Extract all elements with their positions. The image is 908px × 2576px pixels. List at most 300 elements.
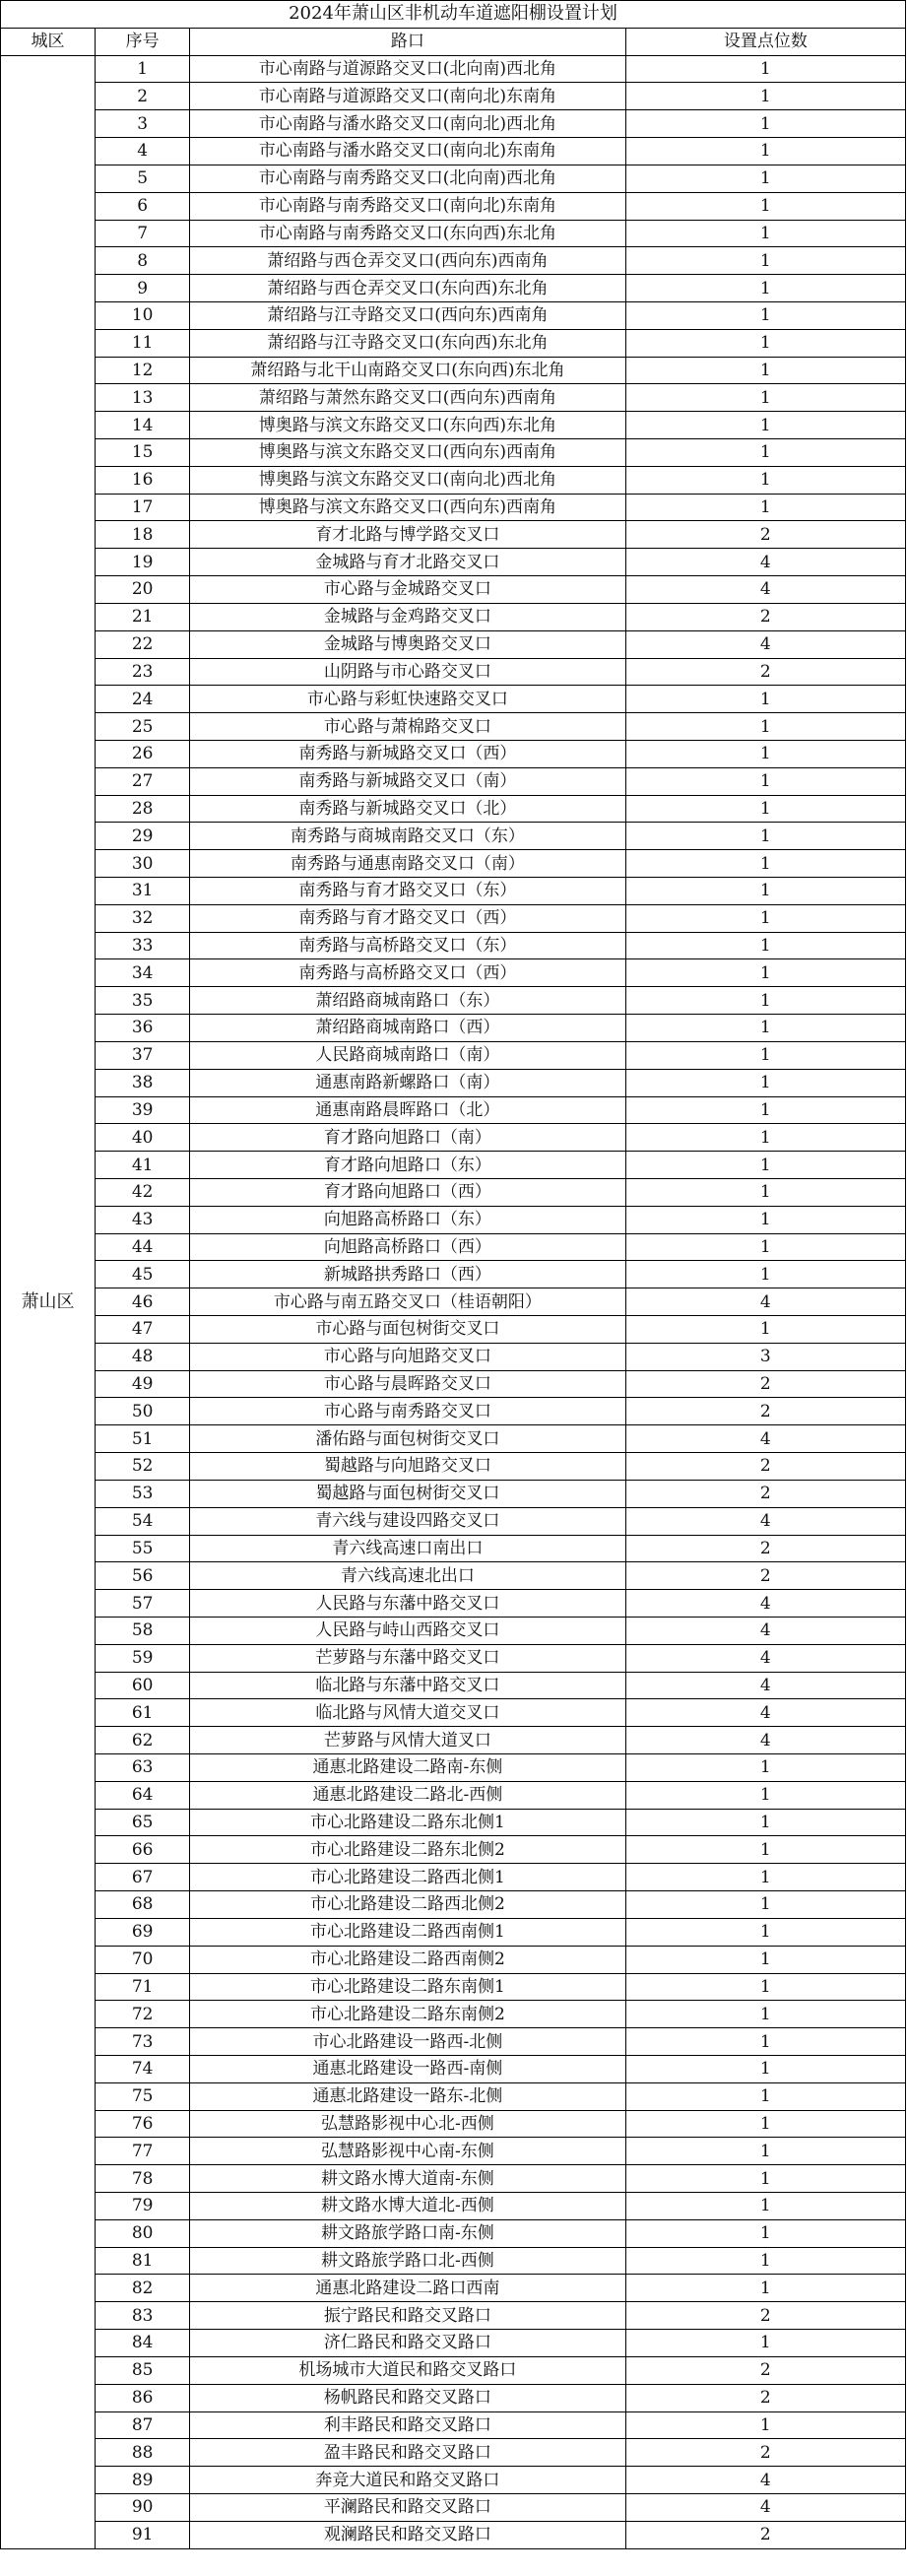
table-row [1,1288,906,1316]
row-number: 34 [96,959,190,987]
row-count: 1 [625,1781,905,1809]
row-count: 1 [625,850,905,878]
table-row [1,1644,906,1672]
row-count: 1 [625,1918,905,1946]
row-count: 4 [625,1617,905,1644]
row-road: 市心南路与潘水路交叉口(南向北)西北角 [190,110,625,138]
row-road: 育才北路与博学路交叉口 [190,521,625,549]
row-count: 1 [625,823,905,850]
row-road: 育才路向旭路口（西） [190,1178,625,1206]
row-count: 1 [625,2219,905,2247]
table-row [1,959,906,987]
row-number: 17 [96,494,190,521]
row-road: 耕文路水博大道南-东侧 [190,2165,625,2193]
row-road: 山阴路与市心路交叉口 [190,658,625,686]
table-row [1,1918,906,1946]
table-row [1,521,906,549]
table-row [1,850,906,878]
table-row [1,275,906,302]
row-count: 1 [625,795,905,823]
row-count: 1 [625,1096,905,1124]
row-road: 通惠北路建设一路东-北侧 [190,2082,625,2110]
row-count: 4 [625,1288,905,1316]
row-number: 66 [96,1836,190,1864]
row-number: 36 [96,1015,190,1042]
table-row [1,2384,906,2411]
row-road: 芒萝路与东藩中路交叉口 [190,1644,625,1672]
row-number: 24 [96,686,190,713]
row-number: 33 [96,932,190,959]
table-row [1,2110,906,2138]
row-count: 1 [625,1261,905,1288]
row-road: 金城路与博奥路交叉口 [190,630,625,658]
row-number: 15 [96,439,190,467]
row-number: 19 [96,549,190,576]
row-road: 市心路与彩虹快速路交叉口 [190,686,625,713]
row-count: 2 [625,1453,905,1481]
row-road: 萧绍路商城南路口（东） [190,987,625,1015]
row-road: 萧绍路与西仓弄交叉口(东向西)东北角 [190,275,625,302]
table-row [1,987,906,1015]
row-road: 金城路与金鸡路交叉口 [190,603,625,630]
table-row [1,165,906,192]
row-count: 2 [625,658,905,686]
row-number: 12 [96,357,190,384]
row-count: 1 [625,301,905,329]
table-row [1,1617,906,1644]
row-road: 青六线与建设四路交叉口 [190,1507,625,1535]
row-count: 1 [625,439,905,467]
row-road: 市心南路与潘水路交叉口(南向北)东南角 [190,138,625,165]
table-row [1,1781,906,1809]
row-number: 78 [96,2165,190,2193]
row-count: 1 [625,192,905,220]
table-row [1,1316,906,1344]
row-count: 1 [625,2275,905,2302]
row-number: 37 [96,1041,190,1069]
row-road: 市心北路建设二路西北侧2 [190,1891,625,1919]
row-number: 14 [96,412,190,439]
row-road: 通惠北路建设二路南-东侧 [190,1754,625,1782]
table-row [1,767,906,795]
row-road: 济仁路民和路交叉路口 [190,2330,625,2357]
row-number: 43 [96,1206,190,1233]
table-row [1,138,906,165]
row-number: 42 [96,1178,190,1206]
row-number: 23 [96,658,190,686]
row-number: 6 [96,192,190,220]
header-road: 路口 [190,28,625,55]
table-row [1,713,906,741]
row-number: 89 [96,2467,190,2494]
row-count: 2 [625,2356,905,2384]
row-count: 4 [625,2493,905,2521]
row-road: 芒萝路与风情大道叉口 [190,1727,625,1754]
row-count: 4 [625,549,905,576]
row-count: 2 [625,1370,905,1398]
row-number: 11 [96,329,190,357]
table-row [1,1946,906,1973]
table-row [1,1809,906,1836]
table-row [1,576,906,604]
row-number: 67 [96,1864,190,1891]
table-row [1,603,906,630]
table-row [1,1425,906,1453]
row-road: 博奥路与滨文东路交叉口(东向西)东北角 [190,412,625,439]
row-number: 35 [96,987,190,1015]
row-count: 1 [625,1124,905,1152]
table-row [1,1233,906,1261]
table-row [1,878,906,905]
table-row [1,2330,906,2357]
table-row [1,439,906,467]
table-row [1,1672,906,1699]
row-road: 市心路与晨晖路交叉口 [190,1370,625,1398]
table-row [1,2247,906,2275]
row-road: 市心北路建设二路西北侧1 [190,1864,625,1891]
row-count: 1 [625,1864,905,1891]
row-number: 38 [96,1069,190,1096]
row-number: 88 [96,2439,190,2467]
row-road: 萧绍路与西仓弄交叉口(西向东)西南角 [190,247,625,275]
row-number: 18 [96,521,190,549]
row-number: 81 [96,2247,190,2275]
row-road: 平澜路民和路交叉路口 [190,2493,625,2521]
row-count: 1 [625,412,905,439]
row-number: 5 [96,165,190,192]
table-row [1,466,906,494]
table-row [1,110,906,138]
table-row [1,2302,906,2330]
row-count: 1 [625,275,905,302]
row-count: 1 [625,987,905,1015]
header-row [1,28,906,55]
row-number: 27 [96,767,190,795]
row-road: 萧绍路与北干山南路交叉口(东向西)东北角 [190,357,625,384]
row-road: 机场城市大道民和路交叉路口 [190,2356,625,2384]
row-number: 25 [96,713,190,741]
row-number: 8 [96,247,190,275]
header-count: 设置点位数 [625,28,905,55]
row-road: 临北路与东藩中路交叉口 [190,1672,625,1699]
table-row [1,549,906,576]
table-row [1,1343,906,1370]
row-road: 市心北路建设一路西-北侧 [190,2028,625,2056]
row-count: 4 [625,1590,905,1618]
row-number: 64 [96,1781,190,1809]
row-number: 77 [96,2138,190,2165]
row-road: 新城路拱秀路口（西） [190,1261,625,1288]
table-row [1,1041,906,1069]
table-row [1,1507,906,1535]
row-road: 市心路与南秀路交叉口 [190,1398,625,1425]
table-row [1,1069,906,1096]
table-row [1,2001,906,2028]
row-road: 金城路与育才北路交叉口 [190,549,625,576]
row-road: 博奥路与滨文东路交叉口(西向东)西南角 [190,494,625,521]
row-number: 7 [96,220,190,247]
row-number: 22 [96,630,190,658]
table-row [1,658,906,686]
table-row [1,1754,906,1782]
row-count: 2 [625,2302,905,2330]
row-count: 1 [625,2001,905,2028]
table-row [1,2138,906,2165]
row-count: 1 [625,932,905,959]
row-number: 91 [96,2521,190,2548]
row-count: 1 [625,110,905,138]
row-number: 48 [96,1343,190,1370]
table-row [1,192,906,220]
row-count: 1 [625,1233,905,1261]
row-number: 85 [96,2356,190,2384]
row-count: 1 [625,2138,905,2165]
row-number: 68 [96,1891,190,1919]
row-number: 3 [96,110,190,138]
row-count: 1 [625,2082,905,2110]
row-number: 69 [96,1918,190,1946]
row-count: 4 [625,1727,905,1754]
row-count: 2 [625,1398,905,1425]
table-row [1,357,906,384]
row-number: 26 [96,740,190,767]
row-count: 1 [625,1754,905,1782]
row-road: 市心北路建设二路东北侧2 [190,1836,625,1864]
table-row [1,2193,906,2220]
row-road: 南秀路与通惠南路交叉口（南） [190,850,625,878]
header-district: 城区 [1,28,96,55]
row-count: 1 [625,494,905,521]
row-count: 1 [625,55,905,83]
row-road: 南秀路与育才路交叉口（东） [190,878,625,905]
row-road: 南秀路与育才路交叉口（西） [190,904,625,932]
table-row [1,494,906,521]
row-count: 1 [625,357,905,384]
row-count: 1 [625,247,905,275]
table-row [1,301,906,329]
row-number: 40 [96,1124,190,1152]
row-count: 1 [625,466,905,494]
row-number: 10 [96,301,190,329]
row-count: 4 [625,1507,905,1535]
row-count: 1 [625,1946,905,1973]
row-number: 74 [96,2055,190,2082]
table-row [1,1261,906,1288]
row-road: 市心南路与道源路交叉口(北向南)西北角 [190,55,625,83]
table-row [1,384,906,412]
row-road: 人民路与峙山西路交叉口 [190,1617,625,1644]
row-count: 1 [625,1973,905,2001]
table-row [1,412,906,439]
row-count: 1 [625,2110,905,2138]
table-row [1,1015,906,1042]
row-count: 1 [625,1152,905,1179]
table-row [1,2082,906,2110]
row-count: 1 [625,2055,905,2082]
row-count: 4 [625,1644,905,1672]
row-road: 博奥路与滨文东路交叉口(西向东)西南角 [190,439,625,467]
row-road: 通惠北路建设二路口西南 [190,2275,625,2302]
row-count: 1 [625,713,905,741]
row-road: 人民路与东藩中路交叉口 [190,1590,625,1618]
row-number: 31 [96,878,190,905]
row-number: 79 [96,2193,190,2220]
row-number: 49 [96,1370,190,1398]
row-count: 1 [625,740,905,767]
row-count: 1 [625,1316,905,1344]
table-row [1,1398,906,1425]
row-count: 1 [625,1041,905,1069]
row-road: 通惠北路建设一路西-南侧 [190,2055,625,2082]
table-row [1,329,906,357]
row-number: 62 [96,1727,190,1754]
row-number: 28 [96,795,190,823]
row-road: 博奥路与滨文东路交叉口(南向北)西北角 [190,466,625,494]
table-row [1,2275,906,2302]
row-number: 39 [96,1096,190,1124]
row-road: 耕文路旅学路口南-东侧 [190,2219,625,2247]
row-road: 青六线高速北出口 [190,1562,625,1590]
row-number: 84 [96,2330,190,2357]
row-count: 1 [625,959,905,987]
row-count: 2 [625,2521,905,2548]
row-road: 南秀路与高桥路交叉口（西） [190,959,625,987]
row-number: 57 [96,1590,190,1618]
row-count: 4 [625,630,905,658]
row-count: 1 [625,2193,905,2220]
row-count: 4 [625,576,905,604]
table-row [1,686,906,713]
row-road: 奔竞大道民和路交叉路口 [190,2467,625,2494]
table-row [1,1562,906,1590]
row-road: 市心路与向旭路交叉口 [190,1343,625,1370]
table-row [1,55,906,83]
row-number: 9 [96,275,190,302]
row-road: 人民路商城南路口（南） [190,1041,625,1069]
row-road: 向旭路高桥路口（西） [190,1233,625,1261]
row-road: 市心路与面包树街交叉口 [190,1316,625,1344]
row-number: 59 [96,1644,190,1672]
table-row [1,904,906,932]
header-no: 序号 [96,28,190,55]
row-number: 75 [96,2082,190,2110]
table-row [1,740,906,767]
row-road: 弘慧路影视中心北-西侧 [190,2110,625,2138]
row-road: 市心北路建设二路西南侧2 [190,1946,625,1973]
row-number: 4 [96,138,190,165]
row-road: 耕文路水博大道北-西侧 [190,2193,625,2220]
row-count: 1 [625,2028,905,2056]
row-road: 市心南路与南秀路交叉口(东向西)东北角 [190,220,625,247]
plan-table-body [1,1,906,2549]
row-count: 1 [625,767,905,795]
row-number: 51 [96,1425,190,1453]
table-row [1,630,906,658]
row-road: 萧绍路与江寺路交叉口(西向东)西南角 [190,301,625,329]
row-road: 萧绍路与江寺路交叉口(东向西)东北角 [190,329,625,357]
row-number: 90 [96,2493,190,2521]
row-number: 56 [96,1562,190,1590]
row-road: 弘慧路影视中心南-东侧 [190,2138,625,2165]
row-count: 2 [625,2439,905,2467]
row-road: 潘佑路与面包树街交叉口 [190,1425,625,1453]
row-road: 青六线高速口南出口 [190,1535,625,1562]
row-road: 通惠南路晨晖路口（北） [190,1096,625,1124]
title-row [1,1,906,29]
row-count: 1 [625,1891,905,1919]
row-number: 29 [96,823,190,850]
row-count: 1 [625,384,905,412]
row-number: 72 [96,2001,190,2028]
table-row [1,2521,906,2548]
row-count: 1 [625,2330,905,2357]
table-row [1,2493,906,2521]
row-count: 1 [625,2411,905,2439]
row-count: 4 [625,2467,905,2494]
row-road: 市心路与南五路交叉口（桂语朝阳） [190,1288,625,1316]
row-number: 47 [96,1316,190,1344]
table-row [1,220,906,247]
row-road: 育才路向旭路口（东） [190,1152,625,1179]
row-number: 71 [96,1973,190,2001]
row-count: 2 [625,1562,905,1590]
table-row [1,932,906,959]
row-count: 1 [625,1069,905,1096]
row-number: 58 [96,1617,190,1644]
row-count: 4 [625,1425,905,1453]
row-road: 市心北路建设二路东北侧1 [190,1809,625,1836]
table-row [1,2028,906,2056]
row-count: 2 [625,1535,905,1562]
row-road: 育才路向旭路口（南） [190,1124,625,1152]
row-count: 4 [625,1672,905,1699]
row-number: 50 [96,1398,190,1425]
row-number: 16 [96,466,190,494]
row-road: 观澜路民和路交叉路口 [190,2521,625,2548]
row-number: 60 [96,1672,190,1699]
row-count: 1 [625,220,905,247]
table-row [1,2356,906,2384]
row-count: 1 [625,878,905,905]
row-count: 1 [625,1015,905,1042]
row-road: 向旭路高桥路口（东） [190,1206,625,1233]
row-number: 61 [96,1699,190,1727]
row-count: 4 [625,1699,905,1727]
row-road: 南秀路与新城路交叉口（北） [190,795,625,823]
row-road: 萧绍路与萧然东路交叉口(西向东)西南角 [190,384,625,412]
row-road: 市心北路建设二路东南侧1 [190,1973,625,2001]
table-row [1,1891,906,1919]
table-row [1,1206,906,1233]
table-title: 2024年萧山区非机动车道遮阳棚设置计划 [1,1,906,29]
row-road: 南秀路与高桥路交叉口（东） [190,932,625,959]
row-road: 市心北路建设二路西南侧1 [190,1918,625,1946]
table-row [1,795,906,823]
row-road: 市心路与金城路交叉口 [190,576,625,604]
row-number: 45 [96,1261,190,1288]
row-number: 87 [96,2411,190,2439]
table-row [1,1699,906,1727]
table-row [1,1727,906,1754]
row-count: 2 [625,521,905,549]
table-row [1,2219,906,2247]
table-row [1,2411,906,2439]
table-row [1,2055,906,2082]
row-number: 55 [96,1535,190,1562]
row-number: 32 [96,904,190,932]
row-count: 3 [625,1343,905,1370]
table-row [1,1590,906,1618]
